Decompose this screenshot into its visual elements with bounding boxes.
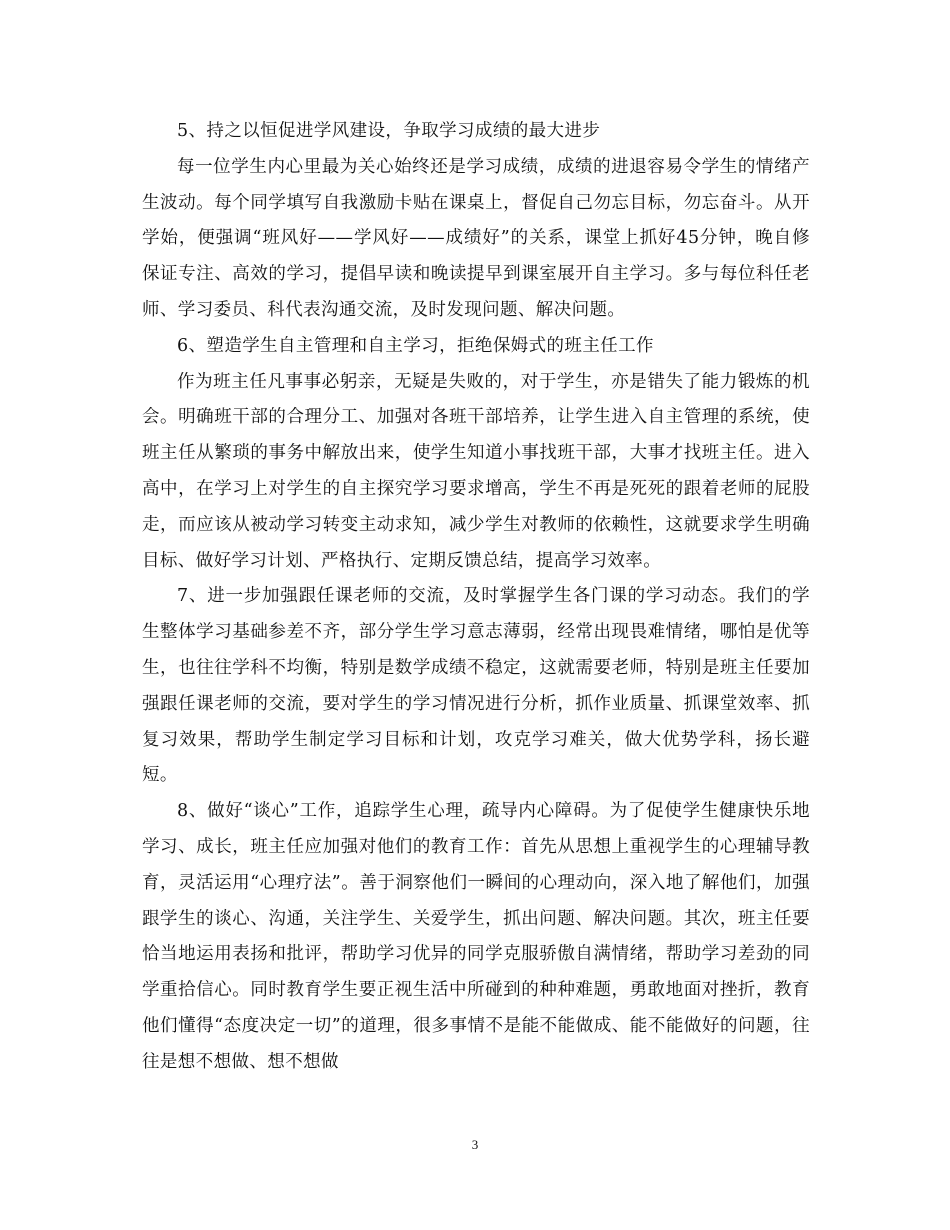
heading-item-5: 5、持之以恒促进学风建设，争取学习成绩的最大进步 <box>177 121 601 141</box>
body-paragraph-7: 7、进一步加强跟任课老师的交流，及时掌握学生各门课的学习动态。我们的学生整体学习基础参差不齐，部分学生学习意志薄弱，经常出现畏难情绪，哪怕是优等生，也往往学科不均衡，特别是数学成绩不稳定，这就需要老师，特别是班主任要加强跟任课老师的交流，要对学生的学习情况进行分析，抓作业质量、抓课堂效率、抓复习效果，帮助学生制定学习目标和计划，攻克学习难关，做大优势学科，扬长避短。 <box>142 586 810 786</box>
page-number: 3 <box>471 1137 479 1152</box>
body-paragraph-5: 每一位学生内心里最为关心始终还是学习成绩，成绩的进退容易令学生的情绪产生波动。每个同学填写自我激励卡贴在课桌上，督促自己勿忘目标，勿忘奋斗。从开学始，便强调“班风好——学风好——成绩好”的关系，课堂上抓好45分钟，晚自修保证专注、高效的学习，提倡早读和晚读提早到课室展开自主学习。多与每位科任老师、学习委员、科代表沟通交流，及时发现问题、解决问题。 <box>142 156 810 320</box>
heading-item-6: 6、塑造学生自主管理和自主学习，拒绝保姆式的班主任工作 <box>177 335 654 356</box>
body-paragraph-8: 8、做好“谈心”工作，追踪学生心理，疏导内心障碍。为了促使学生健康快乐地学习、成长，班主任应加强对他们的教育工作：首先从思想上重视学生的心理辅导教育，灵活运用“心理疗法”。善于洞察他们一瞬间的心理动向，深入地了解他们，加强跟学生的谈心、沟通，关注学生、关爱学生，抓出问题、解决问题。其次，班主任要恰当地运用表扬和批评，帮助学习优异的同学克服骄傲自满情绪，帮助学习差劲的同学重拾信心。同时教育学生要正视生活中所碰到的种种难题，勇敢地面对挫折，教育他们懂得“态度决定一切”的道理，很多事情不是能不能做成、能不能做好的问题，往往是想不想做、想不想做 <box>142 801 810 1072</box>
document-body <box>142 114 810 1081</box>
body-paragraph-6: 作为班主任凡事事必躬亲，无疑是失败的，对于学生，亦是错失了能力锻炼的机会。明确班干部的合理分工、加强对各班干部培养，让学生进入自主管理的系统，使班主任从繁琐的事务中解放出来，使学生知道小事找班干部，大事才找班主任。进入高中，在学习上对学生的自主探究学习要求增高，学生不再是死死的跟着老师的屁股走，而应该从被动学习转变主动求知，减少学生对教师的依赖性，这就要求学生明确目标、做好学习计划、严格执行、定期反馈总结，提高学习效率。 <box>142 371 810 571</box>
